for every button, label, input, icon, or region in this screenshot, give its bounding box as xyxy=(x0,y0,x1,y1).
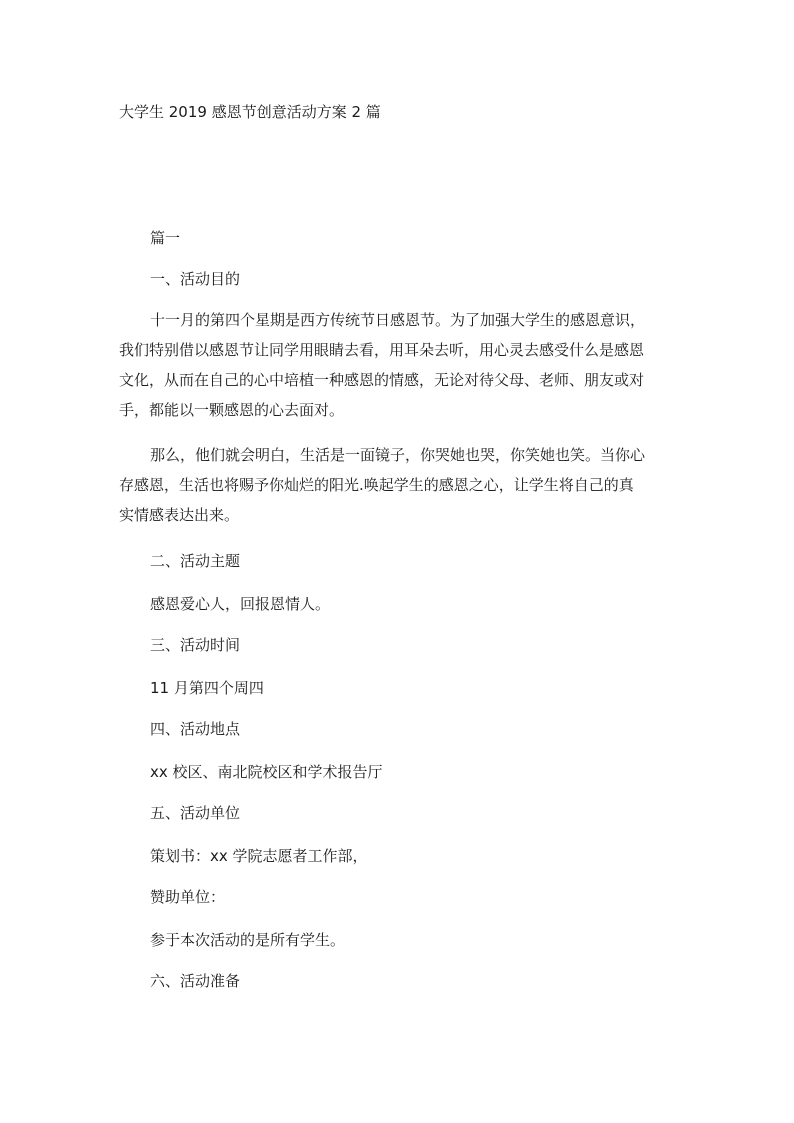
section-3-heading: 三、活动时间 xyxy=(150,636,241,654)
document-title: 大学生 2019 感恩节创意活动方案 2 篇 xyxy=(119,103,381,121)
paragraph-line: 那么，他们就会明白，生活是一面镜子，你哭她也哭，你笑她也笑。当你心 xyxy=(150,446,646,464)
part-label: 篇一 xyxy=(150,229,181,247)
paragraph-line: 手，都能以一颗感恩的心去面对。 xyxy=(119,401,345,419)
section-1-paragraph-2 xyxy=(119,440,689,530)
paragraph-line: 存感恩，生活也将赐予你灿烂的阳光.唤起学生的感恩之心，让学生将自己的真 xyxy=(119,476,634,494)
paragraph-line: 文化，从而在自己的心中培植一种感恩的情感，无论对待父母、老师、朋友或对 xyxy=(119,371,645,389)
section-1-paragraph-1 xyxy=(119,305,689,425)
section-2-heading: 二、活动主题 xyxy=(150,552,241,570)
section-1-heading: 一、活动目的 xyxy=(150,270,241,288)
section-4-heading: 四、活动地点 xyxy=(150,720,241,738)
section-4-text: xx 校区、南北院校区和学术报告厅 xyxy=(150,763,383,781)
paragraph-line: 十一月的第四个星期是西方传统节日感恩节。为了加强大学生的感恩意识， xyxy=(150,311,646,329)
paragraph-line: 我们特别借以感恩节让同学用眼睛去看，用耳朵去听，用心灵去感受什么是感恩 xyxy=(119,341,645,359)
section-5-line-1: 策划书：xx 学院志愿者工作部， xyxy=(150,847,368,865)
section-2-text: 感恩爱心人，回报恩情人。 xyxy=(150,595,331,613)
section-5-line-3: 参于本次活动的是所有学生。 xyxy=(150,931,346,949)
paragraph-line: 实情感表达出来。 xyxy=(119,506,240,524)
section-3-text: 11 月第四个周四 xyxy=(150,679,264,697)
section-6-heading: 六、活动准备 xyxy=(150,972,241,990)
section-5-heading: 五、活动单位 xyxy=(150,804,241,822)
section-5-line-2: 赞助单位： xyxy=(150,888,226,906)
